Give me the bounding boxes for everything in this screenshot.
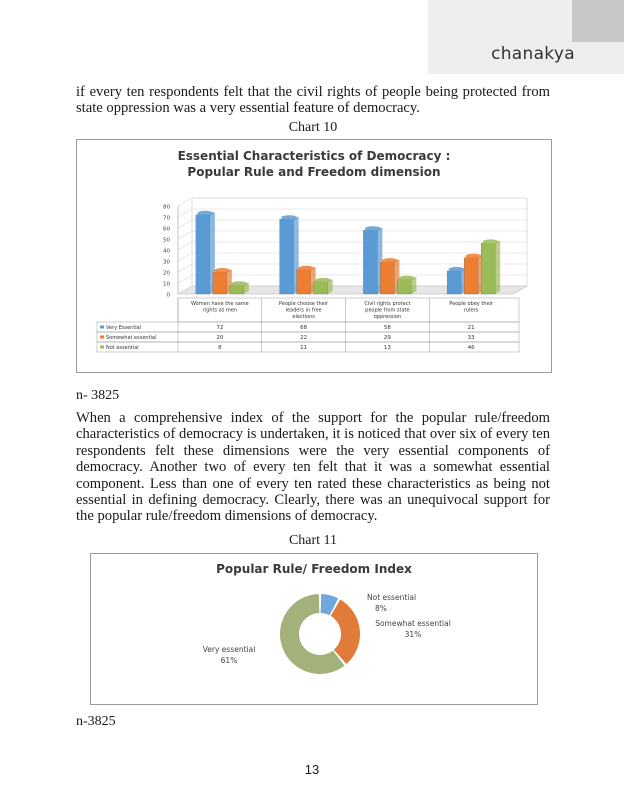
chart-10-y-tick-label: 30 bbox=[163, 259, 170, 266]
chart-10-legend-label: Not essential bbox=[106, 344, 139, 351]
chart-11-title: Popular Rule/ Freedom Index bbox=[216, 562, 412, 576]
chart-10-bar-top bbox=[449, 267, 465, 272]
chart-10-y-tick-label: 20 bbox=[163, 270, 170, 277]
page-number: 13 bbox=[304, 762, 320, 777]
chart-10-legend-swatch bbox=[100, 326, 104, 329]
chart-10-bar-top bbox=[483, 239, 499, 244]
chart-10-bar-top bbox=[197, 211, 213, 216]
chart-10-data-label: 46 bbox=[467, 344, 475, 351]
chart-10-category-label: Women have the same bbox=[191, 301, 249, 307]
chart-10-y-tick-label: 60 bbox=[163, 226, 170, 233]
chart-10-bar bbox=[314, 278, 333, 294]
chart-10-bar-top bbox=[231, 281, 247, 286]
body-paragraph: When a comprehensive index of the support for the popular rule/freedom characteristics of democracy is undertaken, it is noticed that over six of every ten respondents felt these dimensions were the very essential components of democracy. Another two of every ten felt that it was a somewhat essential component. Less than one of every ten rated these characteristics as being not essential in defining democracy. Clearly, there was an unequivocal support for the popular rule/freedom dimensions of democracy. bbox=[76, 410, 550, 525]
chart-10-data-label: 21 bbox=[467, 324, 475, 331]
chart-11-slice-percent: 31% bbox=[404, 630, 422, 639]
chart-10-bar-front bbox=[380, 262, 394, 294]
chart-10-legend-swatch bbox=[100, 346, 104, 349]
chart-10-bar-top bbox=[399, 276, 415, 281]
chart-10-bar bbox=[464, 254, 483, 294]
chart-10-data-label: 58 bbox=[383, 324, 391, 331]
chart-10-bar-front bbox=[481, 243, 495, 294]
chart-10-data-label: 68 bbox=[300, 324, 308, 331]
chart-11-slice-name: Not essential bbox=[367, 593, 417, 602]
chart-10-table-row bbox=[97, 322, 519, 332]
chart-10-bar bbox=[297, 266, 316, 294]
chart-10-category-label: leaders in free bbox=[285, 307, 322, 314]
chart-10-data-label: 13 bbox=[383, 344, 391, 351]
chart-10-sample-note: n- 3825 bbox=[76, 388, 120, 403]
chart-10-bar bbox=[230, 281, 249, 294]
chart-10-title-line-1: Essential Characteristics of Democracy : bbox=[177, 149, 451, 163]
chart-10-svg bbox=[77, 140, 551, 372]
chart-10-bar bbox=[363, 226, 382, 294]
chart-10-legend-label: Very Essential bbox=[106, 324, 142, 331]
chart-10-category-label: oppression bbox=[373, 314, 402, 320]
chart-11-sample-note: n-3825 bbox=[76, 714, 116, 729]
chart-10-bar bbox=[380, 258, 399, 294]
chart-10-category-label: Civil rights protect bbox=[364, 301, 411, 307]
chart-10-bar bbox=[397, 276, 416, 294]
chart-10-bar-front bbox=[397, 280, 411, 294]
chart-10-category-label: people from state bbox=[365, 307, 410, 314]
chart-10-bar bbox=[481, 239, 500, 294]
chart-10-bar-front bbox=[297, 270, 311, 294]
chart-10-bar-front bbox=[213, 272, 227, 294]
chart-10-y-tick-label: 50 bbox=[163, 237, 170, 244]
chart-10-table-row bbox=[97, 332, 519, 342]
chart-11-slice-percent: 61% bbox=[220, 656, 238, 665]
chart-10-table-row bbox=[97, 342, 519, 352]
header-tab bbox=[572, 0, 624, 42]
chart-10-data-label: 72 bbox=[216, 324, 224, 331]
chart-11-slice-name: Very essential bbox=[202, 645, 256, 654]
chart-10-data-label: 20 bbox=[216, 334, 224, 341]
chart-11-frame bbox=[90, 553, 538, 705]
chart-10-data-label: 22 bbox=[300, 334, 308, 341]
chart-11-caption: Chart 11 bbox=[288, 533, 338, 548]
chart-10-bar-top bbox=[281, 215, 297, 220]
chart-10-category-label: rights as men bbox=[202, 307, 238, 314]
chart-10-bar-top bbox=[214, 268, 230, 273]
chart-10-bar-front bbox=[363, 230, 377, 294]
chart-10-category-label: elections bbox=[292, 314, 315, 320]
chart-10-bar-top bbox=[365, 226, 381, 231]
chart-10-caption: Chart 10 bbox=[288, 120, 338, 135]
chart-10-bar-top bbox=[315, 278, 331, 283]
chart-11-slice bbox=[280, 594, 345, 674]
chart-10-y-tick-label: 80 bbox=[163, 204, 170, 211]
chart-10-bar-front bbox=[464, 258, 478, 294]
chart-11-svg bbox=[91, 554, 537, 704]
chart-11-slice-percent: 8% bbox=[375, 604, 387, 613]
chart-10-data-label: 29 bbox=[383, 334, 391, 341]
chart-10-category-label: People choose their bbox=[279, 301, 329, 307]
chart-10-y-tick-label: 40 bbox=[163, 248, 170, 255]
chart-10-title-line-2: Popular Rule and Freedom dimension bbox=[187, 165, 441, 179]
chart-10-bar-top bbox=[466, 254, 482, 259]
chart-10-category-label: rulers bbox=[463, 307, 479, 314]
chart-10-bar-front bbox=[230, 285, 244, 294]
chart-10-bar-front bbox=[196, 215, 210, 294]
chart-10-data-label: 33 bbox=[467, 334, 475, 341]
chart-10-legend-label: Somewhat essential bbox=[106, 334, 157, 341]
chart-10-bar-side bbox=[495, 240, 500, 294]
chart-10-bar-top bbox=[298, 266, 314, 271]
chart-10-bar bbox=[280, 215, 299, 294]
intro-paragraph: if every ten respondents felt that the civil rights of people being protected from state oppression was a very essential feature of democracy. bbox=[76, 84, 550, 117]
chart-10-bar-front bbox=[447, 271, 461, 294]
chart-10-bar bbox=[196, 211, 215, 294]
chart-10-bar bbox=[213, 268, 232, 294]
chart-10-y-tick-label: 70 bbox=[163, 215, 170, 222]
chart-10-bar-top bbox=[382, 258, 398, 263]
chart-10-y-tick-label: 10 bbox=[163, 281, 170, 288]
chart-10-bar-front bbox=[280, 219, 294, 294]
chart-10-bar-front bbox=[314, 282, 328, 294]
chart-10-data-label: 8 bbox=[218, 344, 222, 351]
brand-logo: chanakya bbox=[491, 44, 575, 64]
chart-10-y-tick-label: 0 bbox=[166, 292, 170, 299]
chart-10-category-label: People obey their bbox=[449, 301, 493, 307]
chart-10-legend-swatch bbox=[100, 336, 104, 339]
chart-10-data-label: 11 bbox=[300, 344, 308, 351]
chart-11-slice-name: Somewhat essential bbox=[375, 619, 451, 628]
chart-10-bar bbox=[447, 267, 466, 294]
chart-10-frame bbox=[76, 139, 552, 373]
